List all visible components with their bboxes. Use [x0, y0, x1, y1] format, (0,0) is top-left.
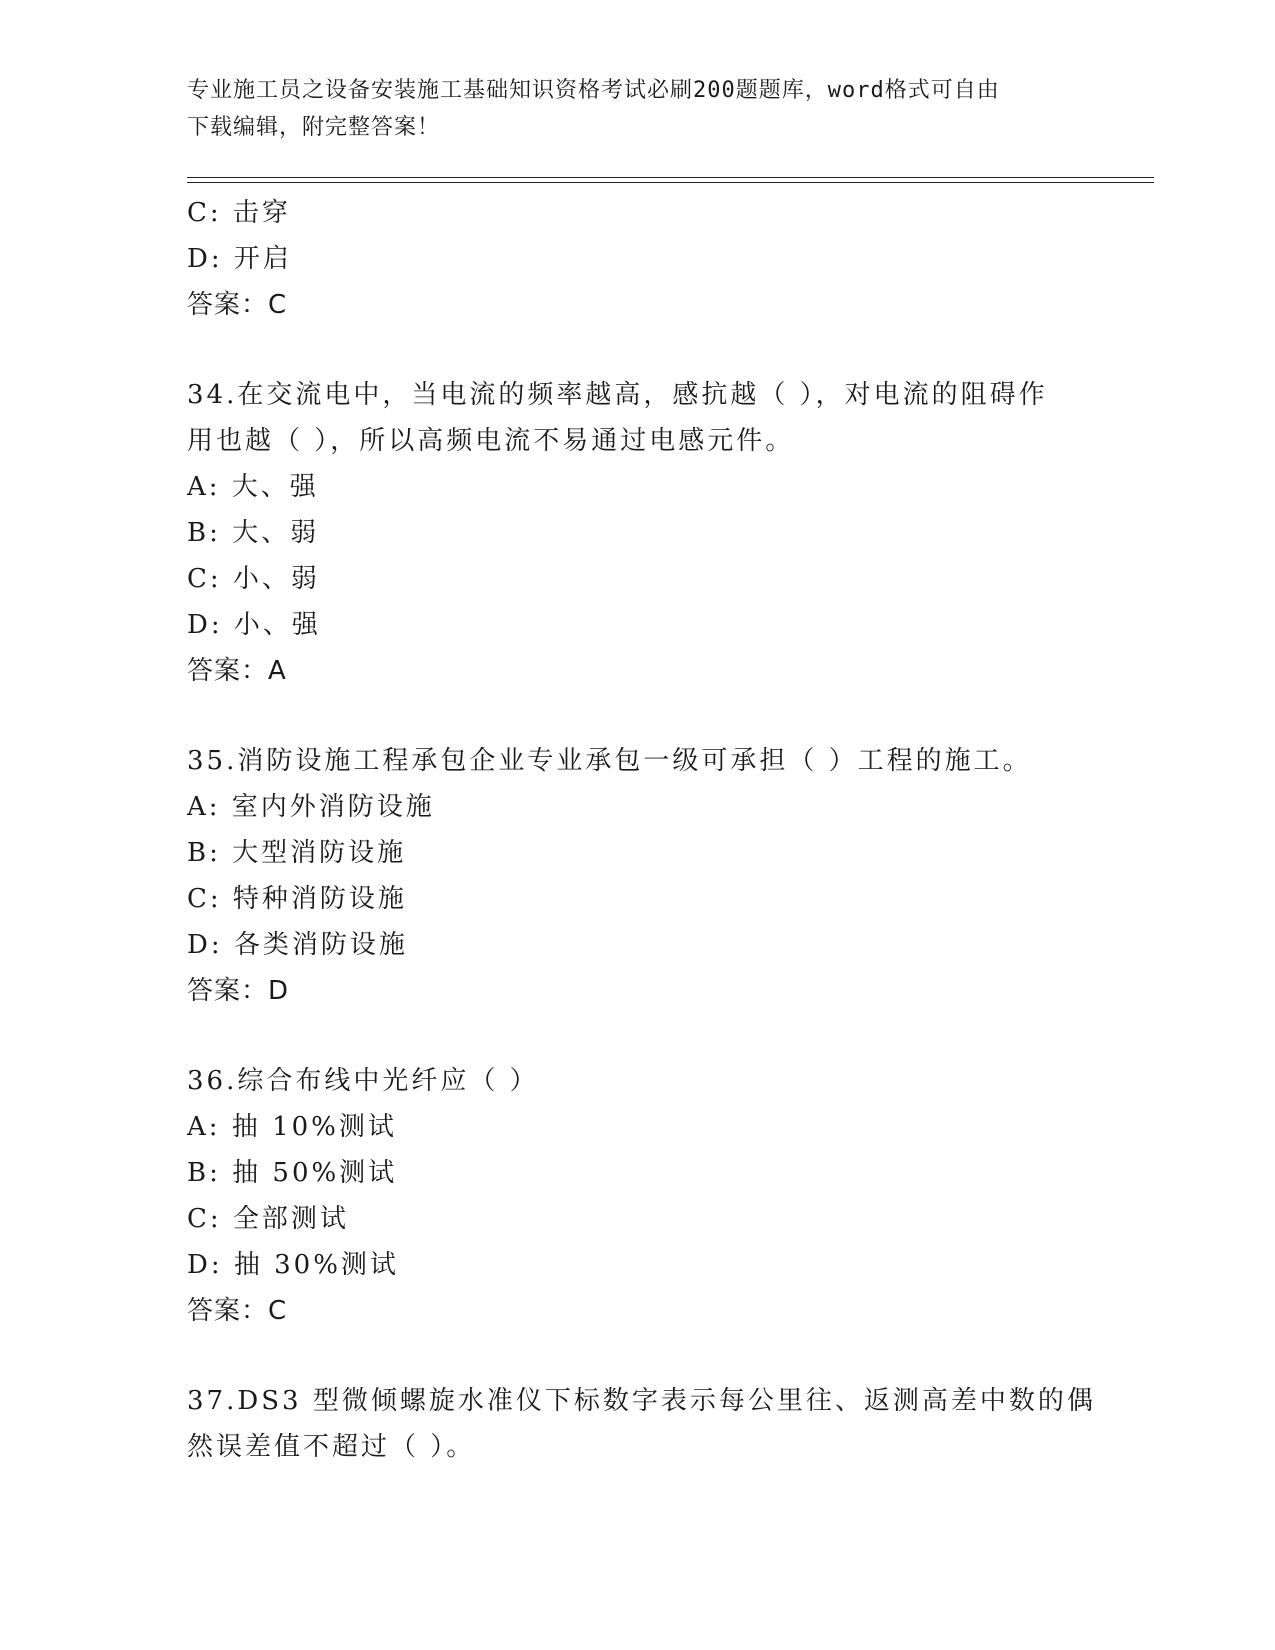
option-line: B: 抽 50%测试 [187, 1158, 398, 1188]
option-line: B: 大、弱 [187, 518, 320, 548]
section-gap [187, 1334, 1087, 1378]
answer-line: 答案：A [187, 656, 287, 686]
question-text: 然误差值不超过（ ）。 [187, 1432, 476, 1462]
question-list [187, 190, 1096, 1470]
header-title-line-1: 专业施工员之设备安装施工基础知识资格考试必刷200题题库，word格式可自由 [187, 78, 1000, 103]
option-line: A: 抽 10%测试 [187, 1112, 397, 1142]
option-line: C: 全部测试 [187, 1204, 349, 1234]
header-divider-bottom [187, 182, 1154, 183]
header-title-line-2: 下载编辑，附完整答案！ [187, 115, 441, 140]
option-line: D: 小、强 [187, 610, 321, 640]
option-line: A: 大、强 [187, 472, 319, 502]
answer-line: 答案：C [187, 290, 288, 320]
option-line: B: 大型消防设施 [187, 838, 407, 868]
option-line: A: 室内外消防设施 [187, 792, 435, 822]
option-line: D: 开启 [187, 244, 292, 274]
question-text: 37.DS3 型微倾螺旋水准仪下标数字表示每公里往、返测高差中数的偶 [187, 1386, 1096, 1416]
answer-line: 答案：C [187, 1296, 288, 1326]
question-text: 36.综合布线中光纤应（ ） [187, 1066, 539, 1096]
option-line: C: 特种消防设施 [187, 884, 407, 914]
section-gap [187, 328, 1087, 372]
option-line: D: 抽 30%测试 [187, 1250, 399, 1280]
header-divider-top [187, 177, 1154, 178]
answer-line: 答案：D [187, 976, 290, 1006]
section-gap [187, 1014, 1087, 1058]
question-text: 用也越（ ），所以高频电流不易通过电感元件。 [187, 426, 795, 456]
question-text: 34.在交流电中，当电流的频率越高，感抗越（ ），对电流的阻碍作 [187, 380, 1048, 410]
document-header [187, 72, 1067, 146]
question-text: 35.消防设施工程承包企业专业承包一级可承担（ ）工程的施工。 [187, 746, 1032, 776]
section-gap [187, 694, 1087, 738]
option-line: C: 击穿 [187, 198, 291, 228]
option-line: D: 各类消防设施 [187, 930, 408, 960]
option-line: C: 小、弱 [187, 564, 320, 594]
